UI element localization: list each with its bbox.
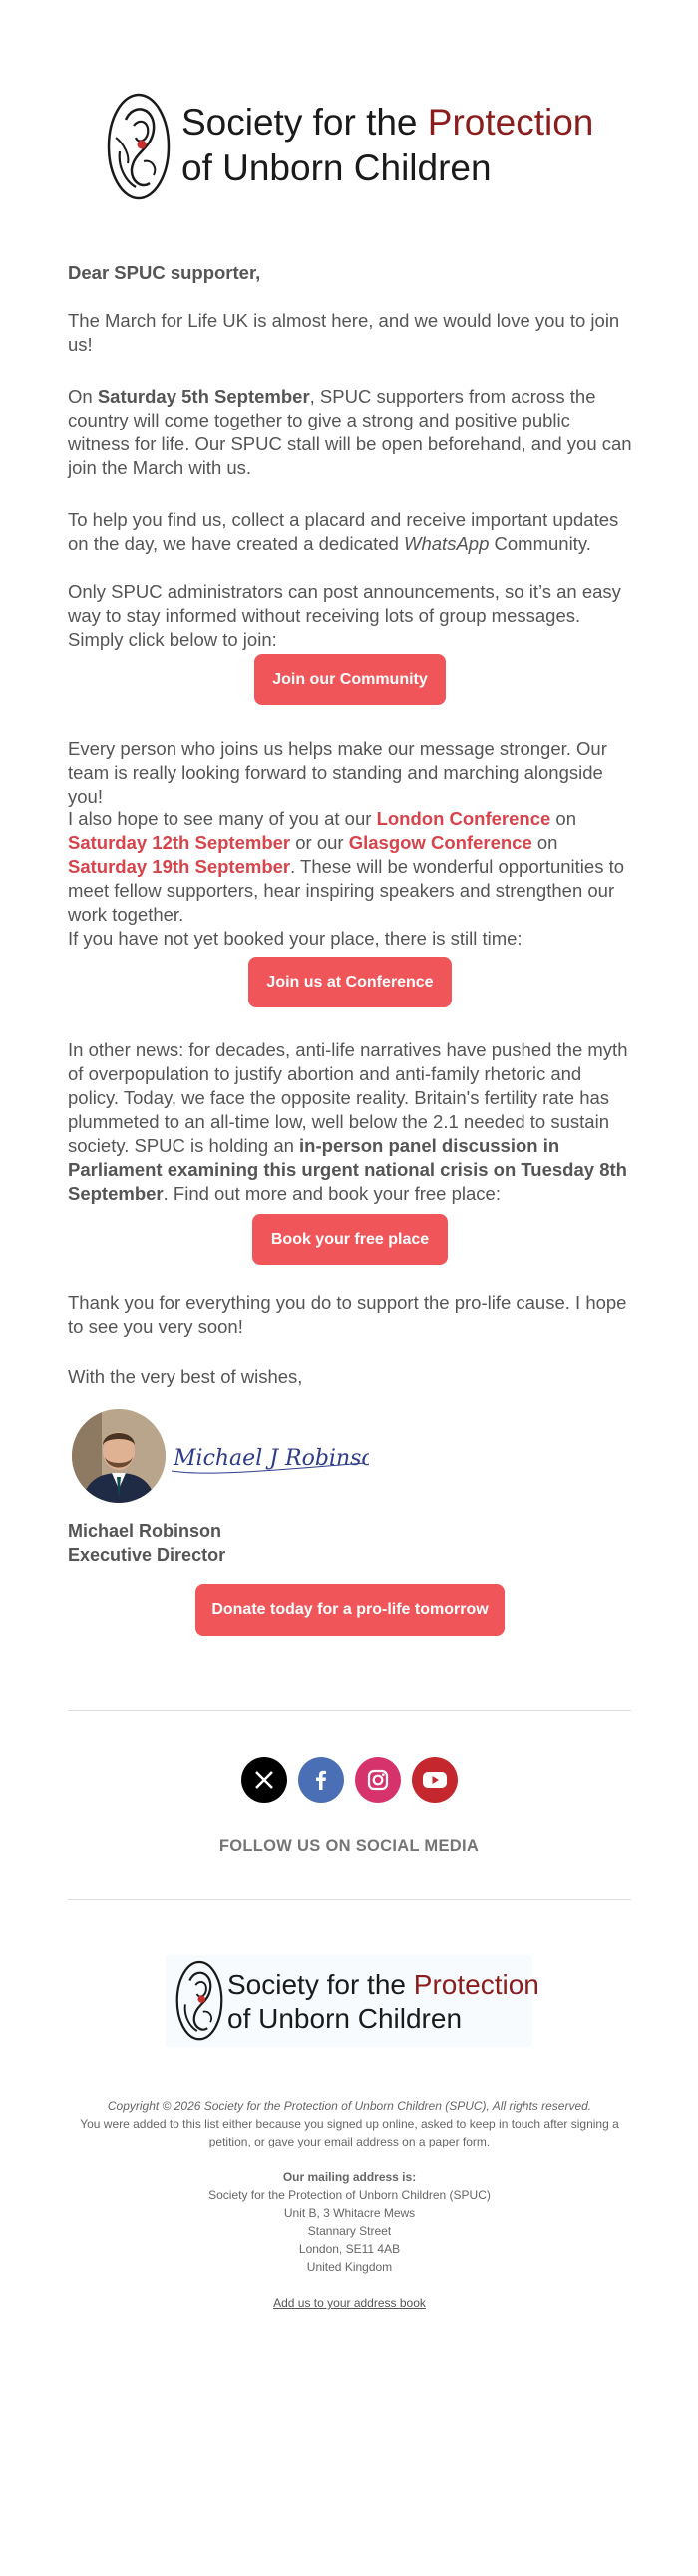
- footer-reason: You were added to this list either because you signed up online, asked to keep in touch after signing a petition, or gave your email address on a paper form.: [80, 2117, 619, 2148]
- paragraph-march-date: On Saturday 5th September, SPUC supporters from across the country will come together to give a strong and positive public witness for life. Our SPUC stall will be open beforehand, and you can join the March with us.: [68, 386, 632, 478]
- london-conference-link[interactable]: London Conference: [376, 808, 551, 829]
- logo-line1: Society for the Protection: [181, 102, 594, 143]
- sender-name: Michael Robinson: [68, 1521, 222, 1541]
- instagram-icon: [366, 1768, 390, 1792]
- paragraph-conferences: I also hope to see many of you at our London Conference on Saturday 12th September or our Glasgow Conference on Saturday 19th September. These will be wonderful opportunities to meet fellow supporters, hear inspiring speakers and strengthen our work together.: [68, 808, 625, 925]
- divider-bottom: [68, 1899, 631, 1900]
- follow-us-heading: FOLLOW US ON SOCIAL MEDIA: [218, 1837, 480, 1855]
- instagram-social-link[interactable]: [355, 1757, 401, 1803]
- footer-address-line: Society for the Protection of Unborn Children (SPUC): [208, 2188, 491, 2202]
- avatar: [72, 1409, 166, 1503]
- paragraph-closing: With the very best of wishes,: [68, 1366, 303, 1387]
- logo-line2: of Unborn Children: [227, 2003, 463, 2034]
- paragraph-fertility-news: In other news: for decades, anti-life narratives have pushed the myth of overpopulation to justify abortion and anti-family rhetoric and policy. Today, we face the opposite reality. Britain's fertility rate has plummeted to an all-time low, well below the 2.1 needed to sustain society. SPUC is holding an in-person panel discussion in Parliament examining this urgent national crisis on Tuesday 8th September. Find out more and book your free place:: [68, 1039, 628, 1204]
- mother-child-logo-icon: [174, 1955, 225, 2047]
- facebook-icon: [310, 1769, 332, 1791]
- footer-address-line: Stannary Street: [307, 2224, 392, 2238]
- logo-line2: of Unborn Children: [181, 147, 492, 188]
- glasgow-conference-link[interactable]: Glasgow Conference: [348, 832, 532, 853]
- footer-copyright: Copyright © 2026 Society for the Protection of Unborn Children (SPUC), All rights reserved.: [107, 2099, 592, 2113]
- paragraph-announcements: Only SPUC administrators can post announcements, so it’s an easy way to stay informed without receiving lots of group messages. Simply click below to join:: [68, 581, 621, 650]
- spuc-logo: [104, 90, 602, 204]
- youtube-icon: [422, 1770, 448, 1790]
- youtube-social-link[interactable]: [412, 1757, 458, 1803]
- paragraph-still-time: If you have not yet booked your place, there is still time:: [68, 928, 523, 949]
- join-conference-button[interactable]: Join us at Conference: [248, 957, 452, 1007]
- facebook-social-link[interactable]: [298, 1757, 344, 1803]
- divider-top: [68, 1710, 631, 1711]
- svg-text:Michael J Robinson: Michael J Robinson: [174, 1446, 369, 1471]
- spuc-logo-footer: [166, 1955, 539, 2047]
- paragraph-whatsapp: To help you find us, collect a placard and receive important updates on the day, we have created a dedicated WhatsApp Community.: [68, 509, 619, 554]
- footer-mailing-label: Our mailing address is:: [282, 2170, 417, 2184]
- footer-address-line: United Kingdom: [306, 2260, 393, 2274]
- x-icon: [253, 1769, 275, 1791]
- footer-link-wrap: [68, 2294, 631, 2312]
- greeting: Dear SPUC supporter,: [68, 262, 261, 283]
- paragraph-join-stronger: Every person who joins us helps make our message stronger. Our team is really looking forward to standing and marching alongside you!: [68, 738, 607, 807]
- donate-button[interactable]: Donate today for a pro-life tomorrow: [195, 1584, 505, 1636]
- mother-child-logo-icon: [104, 90, 174, 204]
- handwritten-signature: [170, 1425, 369, 1490]
- paragraph-march-intro: The March for Life UK is almost here, and we would love you to join us!: [68, 310, 620, 355]
- footer-address-line: Unit B, 3 Whitacre Mews: [283, 2206, 416, 2220]
- add-to-address-book-link[interactable]: Add us to your address book: [273, 2296, 426, 2310]
- x-social-link[interactable]: [241, 1757, 287, 1803]
- logo-line1: Society for the Protection: [227, 1969, 539, 2000]
- book-free-place-button[interactable]: Book your free place: [252, 1214, 448, 1265]
- sender-role: Executive Director: [68, 1545, 226, 1565]
- join-community-button[interactable]: Join our Community: [254, 654, 446, 705]
- footer-address-line: London, SE11 4AB: [298, 2242, 401, 2256]
- paragraph-thank-you: Thank you for everything you do to support the pro-life cause. I hope to see you very soon!: [68, 1292, 627, 1337]
